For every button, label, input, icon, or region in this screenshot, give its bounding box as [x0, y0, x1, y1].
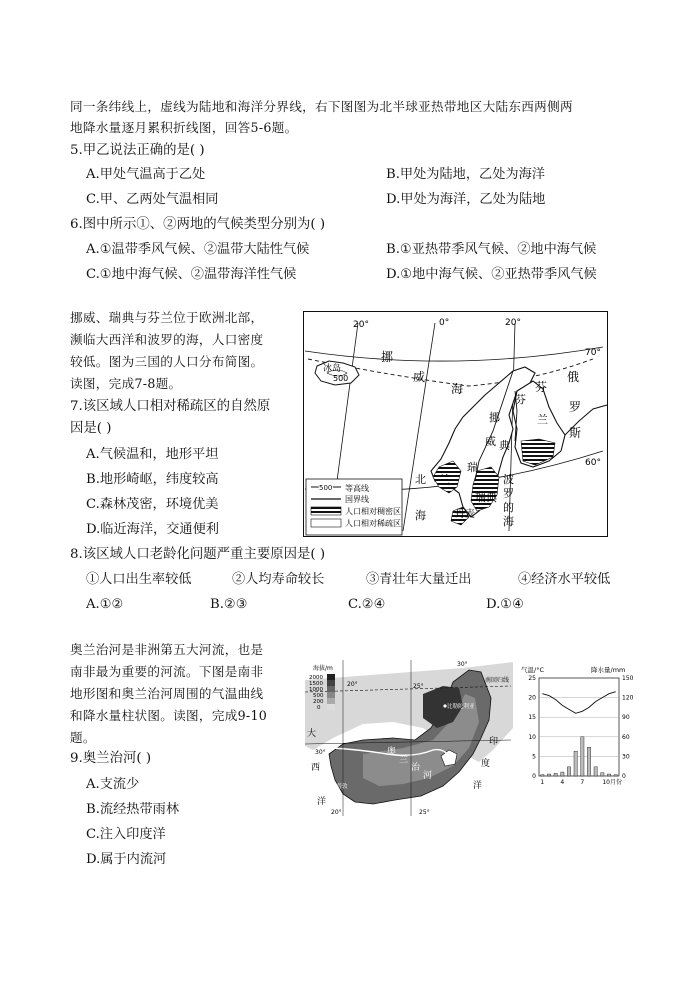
- climate-month-tick: 7: [580, 779, 585, 786]
- intro3-line5: 题。: [70, 730, 96, 745]
- question-9-option-d[interactable]: D.属于内流河: [86, 852, 167, 867]
- climate-chart: [517, 664, 642, 792]
- question-7-option-c[interactable]: C.森林茂密，环境优美: [86, 497, 219, 512]
- question-8-stem: 8.该区域人口老龄化问题严重主要原因是( ): [70, 547, 326, 562]
- question-6-stem: 6.图中所示①、②两地的气候类型分别为( ): [70, 217, 326, 232]
- intro2-line4: 读图，完成7-8题。: [70, 376, 182, 391]
- climate-precip-tick: 60: [622, 733, 630, 741]
- label-russia-2: 罗: [569, 400, 582, 414]
- question-8-statement-1: ①人口出生率较低: [86, 572, 192, 587]
- elev-legend-title: 海拔/m: [313, 665, 333, 672]
- label-norway-1: 挪: [489, 411, 500, 424]
- label-atlantic-2: 西: [311, 763, 321, 773]
- label-lat-20-bottom: 20°: [331, 809, 342, 816]
- precip-bar: [574, 751, 577, 776]
- label-sweden-south: 瑞典: [475, 491, 497, 504]
- precip-bar: [601, 773, 604, 776]
- label-contour-500: 500: [333, 374, 349, 383]
- legend-dense-label: 人口相对稠密区: [345, 507, 401, 516]
- climate-month-tick: 4: [560, 779, 565, 786]
- intro2-line2: 濒临大西洋和波罗的海，人口密度: [70, 332, 264, 347]
- question-8-option-a[interactable]: A.①②: [86, 597, 124, 612]
- elev-label-1000: 1000: [309, 687, 323, 693]
- climate-month-tick: 1: [540, 779, 545, 786]
- question-5-option-d[interactable]: D.甲处为海洋，乙处为陆地: [386, 192, 546, 207]
- precip-bar: [554, 773, 557, 776]
- elev-label-200: 200: [313, 699, 324, 705]
- question-8-statement-3: ③青壮年大量迁出: [366, 572, 472, 587]
- climate-temp-tick: 0: [532, 773, 536, 780]
- intro2-line3: 较低。图为三国的人口分布简图。: [70, 354, 264, 369]
- climate-temp-axis-label: 气温/°C: [521, 666, 544, 674]
- label-finland-2: 兰: [537, 413, 548, 426]
- label-russia-1: 俄: [567, 370, 580, 384]
- label-indian-1: 印: [489, 737, 499, 747]
- question-8-statement-2: ②人均寿命较长: [232, 572, 325, 587]
- question-6-option-d[interactable]: D.①地中海气候、②亚热带季风气候: [386, 267, 597, 282]
- climate-precip-tick: 0: [622, 773, 626, 780]
- label-russia-3: 斯: [569, 426, 582, 440]
- legend-dense-swatch: [311, 507, 341, 515]
- label-lat-25-bottom: 25°: [419, 809, 430, 816]
- label-river-4: 河: [423, 771, 433, 781]
- question-7-stem: 7.该区域人口相对稀疏区的自然原: [70, 399, 271, 414]
- precip-bar: [541, 775, 544, 776]
- elev-label-1500: 1500: [309, 681, 323, 687]
- label-norwegian-sea-3: 海: [451, 382, 464, 396]
- label-lon-20e: 20°: [505, 318, 521, 328]
- precip-bar: [587, 747, 590, 776]
- question-6-option-b[interactable]: B.①亚热带季风气候、②地中海气候: [386, 242, 597, 257]
- label-river-2: 兰: [399, 755, 409, 765]
- elev-label-0: 0: [317, 705, 321, 711]
- label-lon-0: 0°: [439, 318, 450, 328]
- question-9-option-b[interactable]: B.流经热带雨林: [86, 802, 180, 817]
- label-lat-30: 30°: [315, 749, 326, 756]
- climate-precip-tick: 30: [622, 753, 630, 761]
- elev-swatch-2000: [327, 674, 335, 680]
- intro-text-line2: 地降水量逐月累积折线图，回答5-6题。: [70, 120, 298, 135]
- climate-temp-tick: 25: [528, 675, 536, 682]
- question-8-statement-4: ④经济水平较低: [518, 572, 611, 587]
- south-africa-terrain-map: [303, 658, 513, 816]
- label-finland-1: 芬: [515, 393, 526, 406]
- label-indian-3: 洋: [473, 781, 483, 791]
- label-baltic-3: 的: [503, 501, 514, 514]
- elev-label-2000: 2000: [309, 675, 323, 681]
- nordic-population-map: [303, 311, 608, 537]
- label-baltic-1: 波: [503, 473, 514, 486]
- question-5-option-b[interactable]: B.甲处为陆地，乙处为海洋: [386, 167, 545, 182]
- question-5-option-c[interactable]: C.甲、乙两处气温相同: [86, 192, 219, 207]
- legend-sparse-label: 人口相对稀疏区: [345, 519, 401, 528]
- climate-temp-tick: 5: [532, 753, 536, 761]
- question-9-option-c[interactable]: C.注入印度洋: [86, 827, 166, 842]
- climate-temp-tick: 15: [528, 714, 536, 722]
- question-5-stem: 5.甲乙说法正确的是( ): [70, 143, 205, 158]
- climate-precip-tick: 150: [622, 675, 634, 682]
- intro3-line1: 奥兰治河是非洲第五大河流，也是: [70, 642, 264, 657]
- elev-swatch-1000: [327, 686, 335, 692]
- label-sweden-2: 典: [499, 439, 510, 452]
- label-sweden-1: 瑞: [467, 461, 478, 474]
- label-river-1: 奥: [387, 747, 397, 757]
- question-7-option-d[interactable]: D.临近海洋，交通便利: [86, 522, 219, 537]
- label-norwegian-sea-1: 挪: [381, 350, 394, 364]
- question-7-stem-cont: 因是( ): [70, 421, 112, 436]
- intro2-line1: 挪威、瑞典与芬兰位于欧洲北部，: [70, 310, 264, 325]
- intro3-line4: 和降水量柱状图。读图，完成9-10: [70, 708, 268, 723]
- cape-dot: [336, 791, 339, 794]
- label-atlantic-3: 洋: [317, 797, 327, 807]
- elev-swatch-500: [327, 692, 335, 698]
- label-atlantic-1: 大: [307, 729, 317, 739]
- legend-sparse-swatch: [311, 519, 341, 527]
- question-7-option-b[interactable]: B.地形崎岖，纬度较高: [86, 472, 219, 487]
- climate-precip-tick: 120: [622, 694, 634, 702]
- question-6-option-a[interactable]: A.①温带季风气候、②温带大陆性气候: [86, 242, 310, 257]
- label-norway-2: 威: [485, 435, 496, 448]
- label-denmark: 丹麦: [455, 509, 475, 520]
- precip-bar: [567, 767, 570, 776]
- label-river-3: 治: [411, 763, 421, 773]
- label-north-sea-2: 海: [415, 509, 426, 522]
- question-6-option-c[interactable]: C.①地中海气候、②温带海洋性气候: [86, 267, 297, 282]
- question-8-option-b[interactable]: B.②③: [210, 597, 248, 612]
- elev-swatch-1500: [327, 680, 335, 686]
- label-tropic: 南回归线: [485, 677, 510, 684]
- label-lon-30: 30°: [457, 661, 468, 668]
- elev-label-500: 500: [313, 693, 324, 699]
- precip-bar: [581, 737, 584, 776]
- label-fin-1: 芬: [535, 380, 548, 394]
- question-9-option-a[interactable]: A.支流少: [86, 777, 140, 792]
- climate-precip-axis-label: 降水量/mm: [591, 666, 626, 674]
- label-lat-70: 70°: [585, 348, 601, 358]
- label-lon-20w: 20°: [353, 320, 369, 330]
- label-baltic-4: 海: [503, 515, 514, 528]
- climate-plot-frame: [539, 678, 619, 776]
- elev-swatch-200: [327, 698, 335, 704]
- label-lon-25: 25°: [413, 683, 424, 690]
- label-north-sea-1: 北: [415, 473, 426, 486]
- label-indian-2: 度: [481, 759, 491, 769]
- elev-swatch-0: [327, 704, 335, 710]
- precip-bar: [594, 767, 597, 776]
- question-5-option-a[interactable]: A.甲处气温高于乙处: [86, 167, 206, 182]
- label-lon-20: 20°: [347, 681, 358, 688]
- label-city: 比勒陀利亚: [447, 704, 475, 710]
- precip-bar: [607, 774, 610, 776]
- label-lat-60: 60°: [585, 458, 601, 468]
- climate-temp-tick: 20: [528, 694, 536, 702]
- legend-border-label: 国界线: [345, 495, 369, 504]
- label-iceland: 冰岛: [323, 364, 342, 374]
- question-8-option-c[interactable]: C.②④: [348, 597, 386, 612]
- climate-precip-tick: 90: [622, 714, 630, 722]
- precip-bar: [561, 772, 564, 776]
- legend-contour-num: 500: [319, 484, 333, 492]
- label-finland-c2: 兰: [439, 473, 450, 486]
- label-norwegian-sea-2: 威: [413, 370, 426, 384]
- label-baltic-2: 罗: [503, 487, 514, 500]
- intro3-line3: 地形图和奥兰治河周围的气温曲线: [70, 686, 264, 701]
- question-8-option-d[interactable]: D.①④: [486, 597, 524, 612]
- label-cape: 开普敦: [331, 784, 348, 790]
- question-9-stem: 9.奥兰治河( ): [70, 751, 152, 766]
- climate-temp-tick: 10: [528, 733, 536, 741]
- precip-bar: [614, 775, 617, 776]
- intro-text-line1: 同一条纬线上，虚线为陆地和海洋分界线，右下图图为北半球亚热带地区大陆东西两侧两: [70, 99, 573, 114]
- precip-bar: [547, 774, 550, 776]
- intro3-line2: 南非最为重要的河流。下图是南非: [70, 664, 264, 679]
- climate-month-tick: 10月份: [602, 779, 622, 786]
- question-7-option-a[interactable]: A.气候温和，地形平坦: [86, 447, 219, 462]
- legend-contour-label: 等高线: [345, 484, 369, 493]
